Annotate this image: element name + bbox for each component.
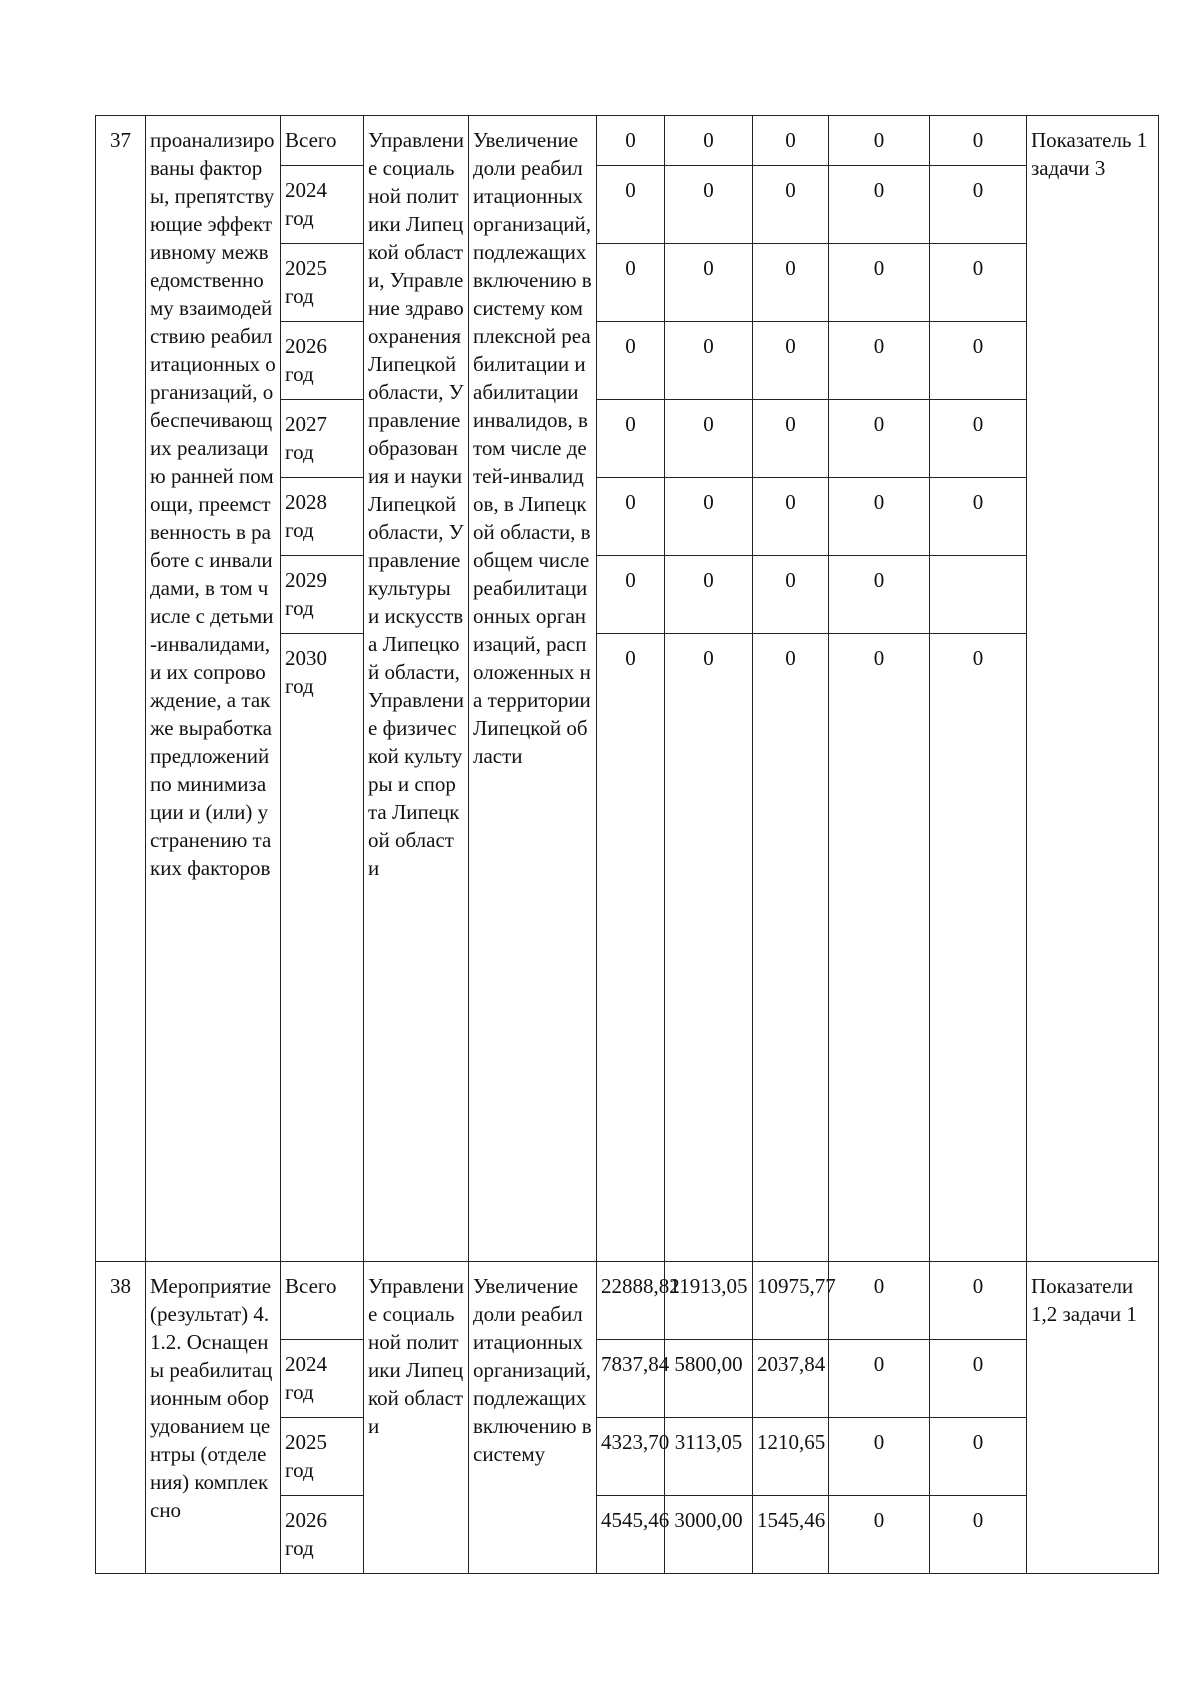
amount-local: 0 [829, 1340, 930, 1418]
year-label: 2026 год [281, 1496, 364, 1574]
activity-name: Мероприятие (результат) 4.1.2. Оснащены реабилитационным оборудованием центры (отделения) комплексно [146, 1262, 281, 1574]
amount-regional: 10975,77 [753, 1262, 829, 1340]
amount-other: 0 [930, 400, 1027, 478]
year-label: 2028 год [281, 478, 364, 556]
table-row [96, 1262, 1159, 1340]
amount-local: 0 [829, 556, 930, 634]
document-page [95, 115, 1158, 1574]
amount-regional: 0 [753, 634, 829, 1262]
amount-local: 0 [829, 478, 930, 556]
amount-total: 4545,46 [597, 1496, 665, 1574]
amount-local: 0 [829, 1262, 930, 1340]
amount-local: 0 [829, 1496, 930, 1574]
amount-other: 0 [930, 1496, 1027, 1574]
year-label: 2025 год [281, 1418, 364, 1496]
amount-other: 0 [930, 1340, 1027, 1418]
amount-local: 0 [829, 244, 930, 322]
amount-local: 0 [829, 116, 930, 166]
year-label: 2029 год [281, 556, 364, 634]
amount-federal: 0 [665, 556, 753, 634]
amount-local: 0 [829, 400, 930, 478]
amount-federal: 3000,00 [665, 1496, 753, 1574]
amount-other [930, 556, 1027, 634]
expected-result: Увеличение доли реабилитационных организаций, подлежащих включению в систему комплексной реабилитации и абилитации инвалидов, в том числе детей-инвалидов, в Липецкой области, в общем числе реабилитационных организаций, расположенных на территории Липецкой области [469, 116, 597, 1262]
amount-local: 0 [829, 166, 930, 244]
year-label: 2026 год [281, 322, 364, 400]
year-label: 2024 год [281, 1340, 364, 1418]
amount-federal: 11913,05 [665, 1262, 753, 1340]
amount-total: 0 [597, 556, 665, 634]
year-label: 2027 год [281, 400, 364, 478]
amount-other: 0 [930, 116, 1027, 166]
amount-regional: 0 [753, 244, 829, 322]
amount-total: 0 [597, 634, 665, 1262]
amount-regional: 2037,84 [753, 1340, 829, 1418]
program-table [95, 115, 1159, 1574]
amount-total: 0 [597, 400, 665, 478]
amount-other: 0 [930, 1262, 1027, 1340]
amount-total: 0 [597, 116, 665, 166]
amount-other: 0 [930, 634, 1027, 1262]
year-label: 2024 год [281, 166, 364, 244]
amount-other: 0 [930, 1418, 1027, 1496]
amount-federal: 0 [665, 634, 753, 1262]
indicator-link: Показатель 1 задачи 3 [1027, 116, 1159, 1262]
amount-federal: 0 [665, 244, 753, 322]
amount-federal: 0 [665, 166, 753, 244]
amount-regional: 0 [753, 478, 829, 556]
amount-total: 0 [597, 478, 665, 556]
amount-regional: 0 [753, 166, 829, 244]
table-row [96, 116, 1159, 166]
amount-federal: 0 [665, 478, 753, 556]
amount-federal: 5800,00 [665, 1340, 753, 1418]
amount-total: 22888,82 [597, 1262, 665, 1340]
amount-other: 0 [930, 478, 1027, 556]
amount-regional: 0 [753, 116, 829, 166]
amount-regional: 0 [753, 322, 829, 400]
amount-federal: 0 [665, 322, 753, 400]
expected-result: Увеличение доли реабилитационных организаций, подлежащих включению в систему [469, 1262, 597, 1574]
amount-total: 7837,84 [597, 1340, 665, 1418]
amount-regional: 0 [753, 400, 829, 478]
amount-other: 0 [930, 322, 1027, 400]
year-label: Всего [281, 1262, 364, 1340]
amount-total: 0 [597, 322, 665, 400]
amount-federal: 0 [665, 400, 753, 478]
amount-other: 0 [930, 166, 1027, 244]
year-label: 2030 год [281, 634, 364, 1262]
responsible-executor: Управление социальной политики Липецкой области, Управление здравоохранения Липецкой области, Управление образования и науки Липецкой области, Управление культуры и искусства Липецкой области, Управление физической культуры и спорта Липецкой области [364, 116, 469, 1262]
row-number: 37 [96, 116, 146, 1262]
amount-other: 0 [930, 244, 1027, 322]
amount-local: 0 [829, 322, 930, 400]
amount-total: 0 [597, 244, 665, 322]
amount-total: 4323,70 [597, 1418, 665, 1496]
year-label: Всего [281, 116, 364, 166]
amount-total: 0 [597, 166, 665, 244]
amount-regional: 1545,46 [753, 1496, 829, 1574]
amount-regional: 1210,65 [753, 1418, 829, 1496]
amount-local: 0 [829, 634, 930, 1262]
year-label: 2025 год [281, 244, 364, 322]
row-number: 38 [96, 1262, 146, 1574]
amount-local: 0 [829, 1418, 930, 1496]
activity-name: проанализированы факторы, препятствующие эффективному межведомственному взаимодействию реабилитационных организаций, обеспечивающих реализацию ранней помощи, преемственность в работе с инвалидами, в том числе с детьми-инвалидами, и их сопровождение, а также выработка предложений по минимизации и (или) устранению таких факторов [146, 116, 281, 1262]
amount-federal: 3113,05 [665, 1418, 753, 1496]
responsible-executor: Управление социальной политики Липецкой области [364, 1262, 469, 1574]
indicator-link: Показатели 1,2 задачи 1 [1027, 1262, 1159, 1574]
amount-regional: 0 [753, 556, 829, 634]
amount-federal: 0 [665, 116, 753, 166]
